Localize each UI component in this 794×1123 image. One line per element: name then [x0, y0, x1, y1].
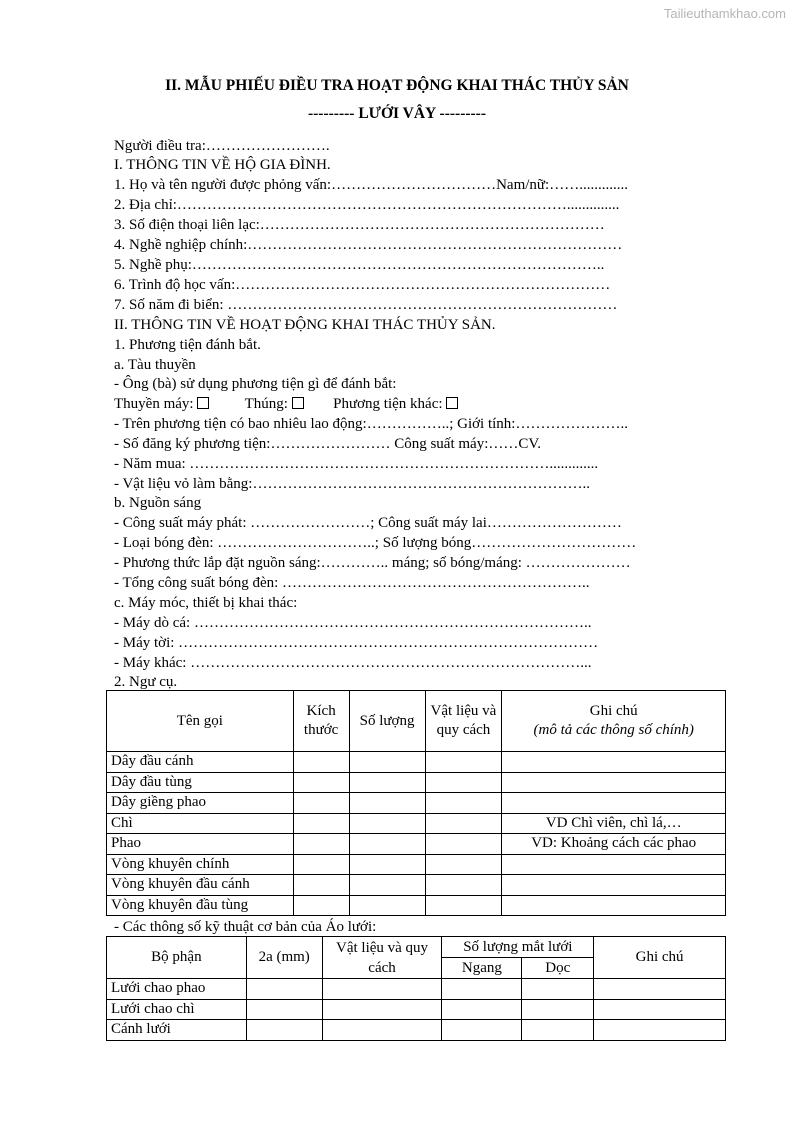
gear-note-cell[interactable] [502, 895, 726, 916]
gear-name-cell: Chì [107, 813, 294, 834]
gear-material-cell[interactable] [425, 895, 502, 916]
gear-size-cell[interactable] [293, 895, 349, 916]
gear-name-cell: Vòng khuyên đầu tùng [107, 895, 294, 916]
watermark: Tailieuthamkhao.com [663, 6, 786, 21]
gear-size-cell[interactable] [293, 752, 349, 773]
header-note-title: Ghi chú [589, 703, 638, 719]
gear-note-cell[interactable] [502, 875, 726, 896]
option-basket-boat-label: Thúng: [244, 396, 288, 412]
gear-quantity-cell[interactable] [349, 834, 425, 855]
table-row [107, 793, 726, 814]
gear-material-cell[interactable] [425, 793, 502, 814]
header-mesh-count: Số lượng mắt lưới [442, 937, 594, 958]
question-bulb-type: - Loại bóng đèn: …………………………..; Số lượng bóng…………………………… [114, 535, 637, 551]
mesh-part-cell: Lưới chao phao [107, 979, 247, 1000]
table-row [107, 772, 726, 793]
gear-note-cell[interactable] [502, 752, 726, 773]
mesh-value-cell[interactable] [522, 979, 594, 1000]
gear-name-cell: Dây đầu tùng [107, 772, 294, 793]
header-horizontal: Ngang [442, 958, 522, 979]
subsection-vehicle: 1. Phương tiện đánh bắt. [114, 337, 261, 353]
mesh-value-cell[interactable] [522, 1020, 594, 1041]
mesh-part-cell: Lưới chao chì [107, 999, 247, 1020]
gear-size-cell[interactable] [293, 793, 349, 814]
mesh-value-cell[interactable] [322, 979, 442, 1000]
header-note [502, 691, 726, 752]
option-other-vehicle-label: Phương tiện khác: [333, 396, 443, 412]
option-motor-boat-label: Thuyền máy: [114, 396, 194, 412]
gear-size-cell[interactable] [293, 875, 349, 896]
mesh-part-cell: Cánh lưới [107, 1020, 247, 1041]
question-light-install: - Phương thức lắp đặt nguồn sáng:………….. máng; số bóng/máng: ………………… [114, 555, 631, 571]
question-total-bulb-power: - Tổng công suất bóng đèn: …………………………………………………….. [114, 575, 590, 591]
gear-name-cell: Dây giềng phao [107, 793, 294, 814]
table-row [107, 813, 726, 834]
question-side-job: 5. Nghề phụ:……………………………………………………………………….. [114, 257, 605, 273]
mesh-value-cell[interactable] [246, 999, 322, 1020]
subsection-machinery: c. Máy móc, thiết bị khai thác: [114, 595, 298, 611]
gear-quantity-cell[interactable] [349, 813, 425, 834]
gear-table-header [107, 691, 726, 752]
section-household-heading: I. THÔNG TIN VỀ HỘ GIA ĐÌNH. [114, 157, 331, 173]
mesh-value-cell[interactable] [246, 1020, 322, 1041]
gear-name-cell: Dây đầu cánh [107, 752, 294, 773]
subsection-gear: 2. Ngư cụ. [114, 674, 178, 690]
header-mesh-size: 2a (mm) [246, 937, 322, 979]
table-row [107, 979, 726, 1000]
question-hull-material: - Vật liệu vỏ làm bằng:………………………………………………………….. [114, 476, 590, 492]
gear-quantity-cell[interactable] [349, 772, 425, 793]
mesh-params-heading: - Các thông số kỹ thuật cơ bản của Áo lưới: [114, 919, 377, 935]
subsection-light: b. Nguồn sáng [114, 495, 202, 511]
question-address: 2. Địa chỉ:…………………………………………………………………….............. [114, 197, 620, 213]
gear-name-cell: Vòng khuyên chính [107, 854, 294, 875]
question-winch: - Máy tời: ………………………………………………………………………… [114, 635, 599, 651]
table-row [107, 752, 726, 773]
gear-material-cell[interactable] [425, 875, 502, 896]
mesh-value-cell[interactable] [594, 979, 726, 1000]
gear-size-cell[interactable] [293, 772, 349, 793]
question-crew: - Trên phương tiện có bao nhiêu lao động:……………..; Giới tính:………………….. [114, 416, 628, 432]
gear-quantity-cell[interactable] [349, 895, 425, 916]
header-material: Vật liệu và quy cách [425, 691, 502, 752]
page-subtitle: --------- LƯỚI VÂY --------- [307, 105, 487, 122]
question-generator-power: - Công suất máy phát: ……………………; Công suất máy lai……………………… [114, 515, 622, 531]
gear-size-cell[interactable] [293, 813, 349, 834]
gear-quantity-cell[interactable] [349, 854, 425, 875]
question-vehicle-used: - Ông (bà) sử dụng phương tiện gì để đánh bắt: [114, 376, 397, 392]
header-mesh-material: Vật liệu và quy cách [322, 937, 442, 979]
gear-name-cell: Vòng khuyên đầu cánh [107, 875, 294, 896]
table-row [107, 834, 726, 855]
question-registration: - Số đăng ký phương tiện:…………………… Công suất máy:……CV. [114, 436, 542, 452]
gear-note-cell[interactable] [502, 793, 726, 814]
question-fish-finder: - Máy dò cá: …………………………………………………………………….. [114, 615, 592, 631]
gear-material-cell[interactable] [425, 813, 502, 834]
mesh-value-cell[interactable] [594, 1020, 726, 1041]
header-name: Tên gọi [107, 691, 294, 752]
investigator-line: Người điều tra:……………………. [114, 138, 330, 154]
subsection-boat: a. Tàu thuyền [114, 357, 196, 373]
mesh-value-cell[interactable] [442, 979, 522, 1000]
question-education: 6. Trình độ học vấn:………………………………………………………………… [114, 277, 611, 293]
table-row [107, 895, 726, 916]
gear-quantity-cell[interactable] [349, 793, 425, 814]
header-note-sub: (mô tả các thông số chính) [533, 722, 694, 738]
other-vehicle-checkbox[interactable] [446, 397, 458, 409]
gear-quantity-cell[interactable] [349, 875, 425, 896]
header-quantity: Số lượng [349, 691, 425, 752]
gear-note-cell[interactable] [502, 772, 726, 793]
gear-quantity-cell[interactable] [349, 752, 425, 773]
vehicle-options-row [114, 395, 458, 413]
table-row [107, 1020, 726, 1041]
motor-boat-checkbox[interactable] [197, 397, 209, 409]
gear-note-cell[interactable] [502, 854, 726, 875]
gear-table [106, 690, 726, 916]
question-sea-years: 7. Số năm đi biển: …………………………………………………………………… [114, 297, 618, 313]
header-part: Bộ phận [107, 937, 247, 979]
mesh-value-cell[interactable] [522, 999, 594, 1020]
gear-size-cell[interactable] [293, 834, 349, 855]
gear-material-cell[interactable] [425, 752, 502, 773]
gear-note-cell[interactable]: VD: Khoảng cách các phao [502, 834, 726, 855]
mesh-value-cell[interactable] [442, 1020, 522, 1041]
table-row [107, 854, 726, 875]
question-other-machine: - Máy khác: ……………………………………………………………………... [114, 655, 592, 671]
gear-note-cell[interactable]: VD Chì viên, chì lá,… [502, 813, 726, 834]
gear-size-cell[interactable] [293, 854, 349, 875]
basket-boat-checkbox[interactable] [292, 397, 304, 409]
gear-name-cell: Phao [107, 834, 294, 855]
table-row [107, 999, 726, 1020]
mesh-value-cell[interactable] [322, 1020, 442, 1041]
question-purchase-year: - Năm mua: ………………………………………………………………............. [114, 456, 599, 472]
gear-material-cell[interactable] [425, 772, 502, 793]
question-phone: 3. Số điện thoại liên lạc:…………………………………………………………… [114, 217, 605, 233]
mesh-table-header-1 [107, 937, 726, 958]
header-vertical: Dọc [522, 958, 594, 979]
mesh-value-cell[interactable] [246, 979, 322, 1000]
gear-material-cell[interactable] [425, 854, 502, 875]
mesh-value-cell[interactable] [322, 999, 442, 1020]
question-name: 1. Họ và tên người được phỏng vấn:……………………………Nam/nữ:……............. [114, 177, 628, 193]
table-row [107, 875, 726, 896]
header-size: Kích thước [293, 691, 349, 752]
section-fishing-heading: II. THÔNG TIN VỀ HOẠT ĐỘNG KHAI THÁC THỦY SẢN. [114, 317, 496, 333]
question-main-job: 4. Nghề nghiệp chính:………………………………………………………………… [114, 237, 623, 253]
mesh-table [106, 936, 726, 1041]
mesh-value-cell[interactable] [594, 999, 726, 1020]
mesh-value-cell[interactable] [442, 999, 522, 1020]
header-mesh-note: Ghi chú [594, 937, 726, 979]
page-title: II. MẪU PHIẾU ĐIỀU TRA HOẠT ĐỘNG KHAI THÁC THỦY SẢN [165, 77, 629, 94]
gear-material-cell[interactable] [425, 834, 502, 855]
